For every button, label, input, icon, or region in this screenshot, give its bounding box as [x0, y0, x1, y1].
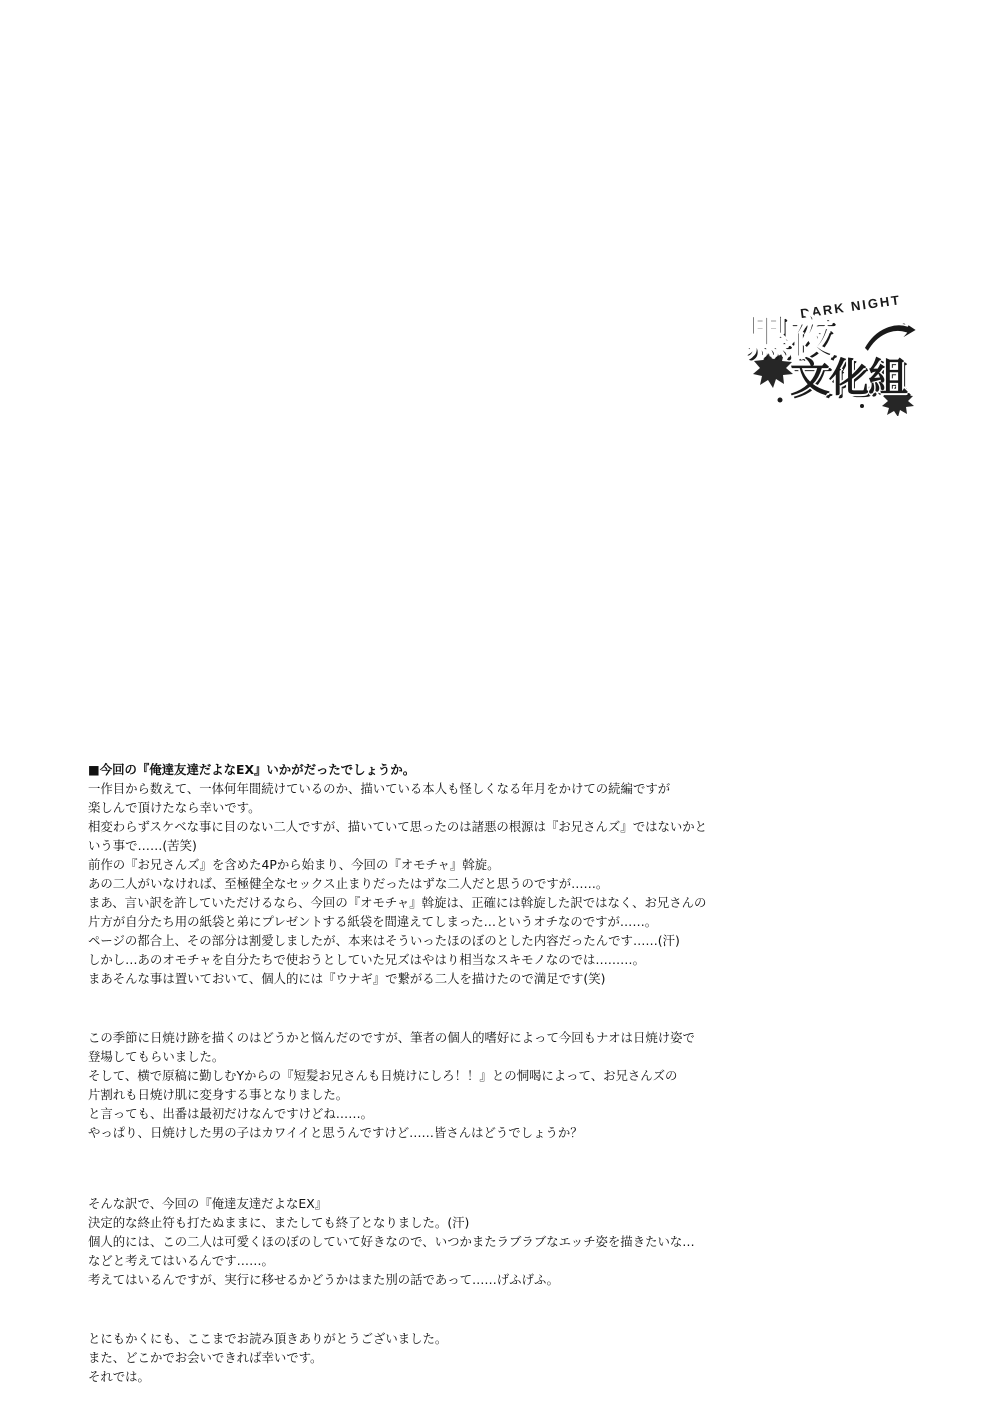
spacer — [88, 988, 908, 1028]
afterword-line: 相変わらずスケベな事に目のない二人ですが、描いていて思ったのは諸悪の根源は『お兄さんズ』ではないかと — [88, 819, 708, 834]
afterword-line: それでは。 — [88, 1369, 150, 1384]
spacer — [88, 1289, 908, 1329]
afterword-line: 楽しんで頂けたなら幸いです。 — [88, 800, 261, 815]
logo-arc-text: DARK NIGHT — [799, 292, 903, 322]
afterword-line: そして、横で原稿に勤しむYからの『短髪お兄さんも日焼けにしろ！！』との恫喝によって、お兄さんズの — [88, 1068, 678, 1083]
afterword-line: また、どこかでお会いできれば幸いです。 — [88, 1350, 323, 1365]
logo-main-text: 黒夜 — [744, 310, 832, 364]
arrow-icon — [862, 318, 918, 360]
afterword-line: あの二人がいなければ、至極健全なセックス止まりだったはずな二人だと思うのですが……。 — [88, 876, 609, 891]
afterword-line: 片割れも日焼け肌に変身する事となりました。 — [88, 1087, 349, 1102]
afterword-line: 登場してもらいました。 — [88, 1049, 225, 1064]
afterword-line: この季節に日焼け跡を描くのはどうかと悩んだのですが、筆者の個人的嗜好によって今回もナオは日焼け姿で — [88, 1030, 695, 1045]
afterword-line: ページの都合上、その部分は割愛しましたが、本来はそういったほのぼのとした内容だったんです……(汗) — [88, 933, 680, 948]
afterword-line: ■今回の『俺達友達だよなEX』いかがだったでしょうか。 — [88, 762, 416, 777]
afterword-line: とにもかくにも、ここまでお読み頂きありがとうございました。 — [88, 1331, 448, 1346]
spacer — [88, 1142, 908, 1194]
afterword-line: まあ、言い訳を許していただけるなら、今回の『オモチャ』斡旋は、正確には斡旋した訳ではなく、お兄さんの — [88, 895, 707, 910]
afterword-section-4 — [88, 1329, 908, 1386]
afterword-line: と言っても、出番は最初だけなんですけどね……。 — [88, 1106, 373, 1121]
afterword-section-3 — [88, 1194, 908, 1289]
circle-logo — [744, 292, 924, 416]
afterword-line: などと考えてはいるんです……。 — [88, 1253, 274, 1268]
afterword-line: 前作の『お兄さんズ』を含めた4Pから始まり、今回の『オモチャ』斡旋。 — [88, 857, 500, 872]
logo-sub-text: 文化組 — [790, 355, 907, 401]
afterword-line: 決定的な終止符も打たぬままに、またしても終了となりました。(汗) — [88, 1215, 470, 1230]
afterword-text — [88, 760, 908, 1386]
afterword-line: 個人的には、この二人は可愛くほのぼのしていて好きなので、いつかまたラブラブなエッチ姿を描きたいな… — [88, 1234, 695, 1249]
afterword-section-1 — [88, 760, 908, 988]
afterword-line: 片方が自分たち用の紙袋と弟にプレゼントする紙袋を間違えてしまった…というオチなのですが……。 — [88, 914, 658, 929]
afterword-line: やっぱり、日焼けした男の子はカワイイと思うんですけど……皆さんはどうでしょうか？ — [88, 1125, 583, 1140]
afterword-line: まあそんな事は置いておいて、個人的には『ウナギ』で繋がる二人を描けたので満足です(笑) — [88, 971, 606, 986]
afterword-section-2 — [88, 1028, 908, 1142]
afterword-line: 考えてはいるんですが、実行に移せるかどうかはまた別の話であって……げふげふ。 — [88, 1272, 559, 1287]
afterword-line: しかし…あのオモチャを自分たちで使おうとしていた兄ズはやはり相当なスキモノなのでは………。 — [88, 952, 645, 967]
afterword-line: そんな訳で、今回の『俺達友達だよなEX』 — [88, 1196, 328, 1211]
afterword-line: 一作目から数えて、一体何年間続けているのか、描いている本人も怪しくなる年月をかけての続編ですが — [88, 781, 671, 796]
afterword-line: いう事で……(苦笑) — [88, 838, 197, 853]
